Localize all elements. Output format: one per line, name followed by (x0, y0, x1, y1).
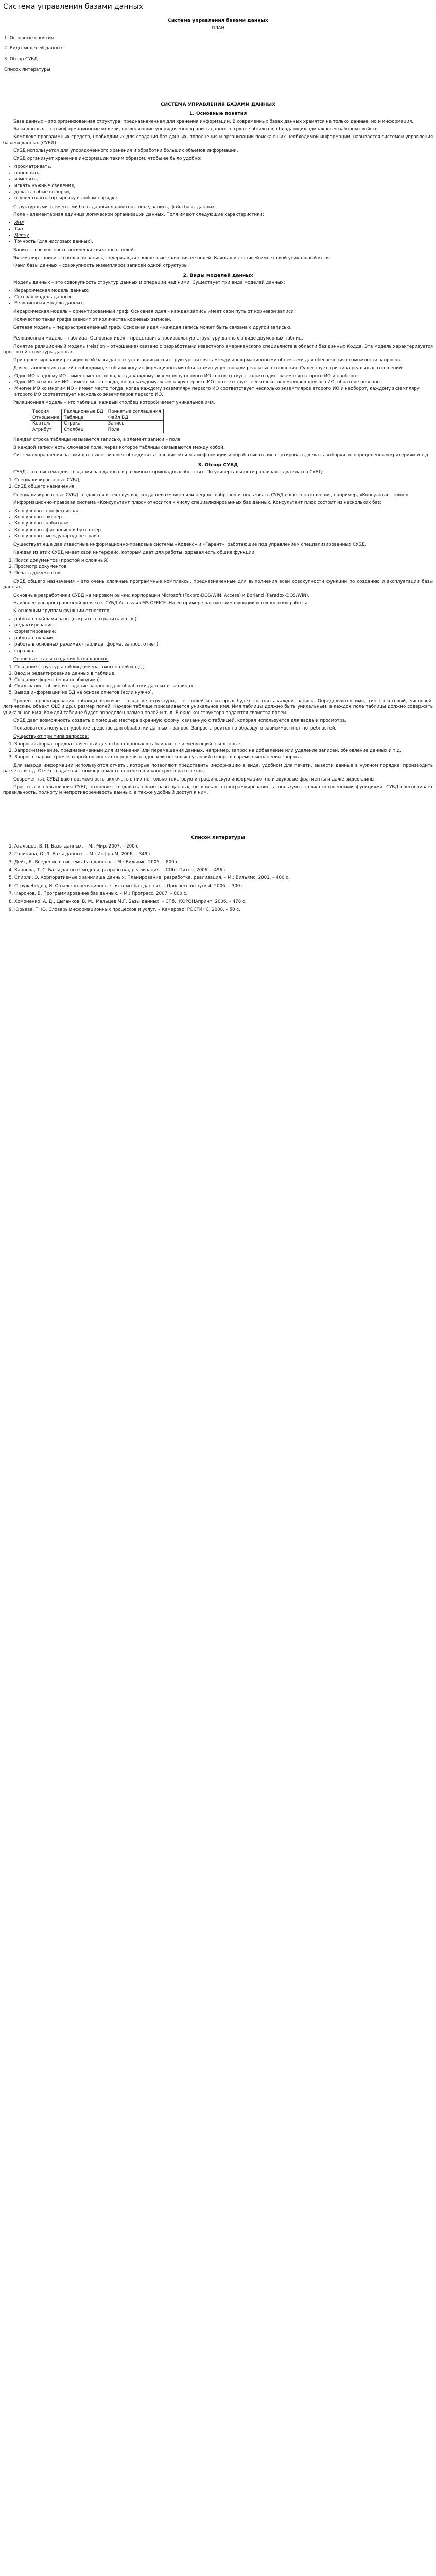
list-item: 3. Запрос с параметром, который позволяет определить одно или несколько условий отбора во время выполнения запроса. (14, 755, 433, 760)
list-item: 3. Создание формы (если необходимо). (14, 677, 433, 683)
list-item: • просматривать, (14, 164, 433, 170)
list-item: • работа с файлами базы (открыть, сохранить и т. д.); (14, 617, 433, 622)
paragraph: СУБД дает возможность создать с помощью мастера экранную форму, связанную с таблицей, которая используется для ввода и просмотра. (13, 718, 346, 723)
section-heading-1: 1. Основные понятия (189, 111, 247, 117)
paragraph: Каждая строка таблицы называется записью, а элемент записи – поле. (13, 437, 182, 443)
list-item: 2. Ввод и редактирование данных в таблице. (14, 671, 433, 677)
list-item: 5. Вывод информации из БД на основе отчетов (если нужно). (14, 690, 433, 696)
list-item: 2. Просмотр документов (14, 564, 433, 570)
query-types-list (3, 742, 433, 760)
list-item: 1. Создание структуры таблиц (имена, типы полей и т.д.). (14, 665, 433, 670)
table-row (30, 421, 164, 427)
list-item: • форматирование; (14, 629, 433, 635)
table-cell: Запись (106, 421, 163, 427)
table-row (30, 409, 164, 415)
paragraph: СУБД организует хранение информации таким образом, чтобы ее было удобно: (13, 156, 202, 162)
list-item: • искать нужные сведения, (14, 183, 433, 189)
paragraph: Для установления связей необходимо, чтобы между информационными объектами существовали реальные отношения. Существует три типа реальных отношений: (13, 365, 404, 371)
list-item: • Один ИО к одному ИО – имеет место тогда, когда каждому экземпляру первого ИО соответствует только один экземпляр второго ИО и наоборот. (14, 374, 433, 379)
list-item: • Один ИО ко многим ИО – имеет место тогда, когда каждому экземпляру первого ИО соответствует несколько экземпляров другого ИО, обратное неверно. (14, 380, 433, 385)
paragraph: Процесс проектирования таблицы включает создание структуры, т.е. полей из которых будет состоять каждая запись. Определяются имя, тип (текстовый, числовой, логический, объект OLE и др.), размер полей. Каждой таблице присваивается уникальное имя. Имя таблицы должно быть уникальным, а каждое поле таблицы должно содержать уникальное имя. Каждой таблице будет определён размер полей и т. д. В окне конструктора задаются свойства полей. (3, 698, 433, 716)
paragraph: Комплекс программных средств, необходимых для создания баз данных, пополнения и организации поиска в них необходимой информации, называется системой управления базами данных (СУБД). (3, 134, 433, 146)
table-cell: Файл БД (106, 415, 163, 421)
model-types-list (3, 288, 433, 307)
section-heading-2: 2. Виды моделей данных (183, 272, 253, 278)
paragraph: Каждая из этих СУБД имеет свой интерфейс, который дает для работы, здравая есть общие функции: (13, 550, 256, 555)
paragraph: Понятие реляционный модель (relation – отношение) связано с разработками известного американского специалиста в области баз данных Кодда. Эта модель характеризуется простотой структуры данных. (3, 344, 433, 355)
paragraph: Количество такая графа зависит от количества корневых записей. (13, 317, 171, 323)
table-row (30, 415, 164, 421)
plan-subheading: ПЛАН (211, 25, 225, 31)
reference-item: 5. Спирли, Э. Корпоративные хранилища данных. Планирование, разработка, реализация. – М.: Вильямс, 2001. – 400 с. (14, 875, 433, 881)
reference-item: 3. Дейт, К. Введение в системы баз данных. – М.: Вильямс, 2005. – 800 с. (14, 860, 433, 866)
list-item: • Консультант арбитраж (14, 521, 433, 527)
list-item: 2. Запрос-изменение, предназначенный для изменения или перемещения данных, например, запрос на добавление или удаление записей, обновление данных и т.д. (14, 748, 433, 754)
list-item: ▪ Имя (14, 220, 433, 226)
paragraph: Простота использования СУБД позволяет создавать новые базы данных, не вникая в программирование, а пользуясь только встроенными функциями. СУБД обеспечивает правильность, полноту и непротиворечивость данных, а также удобный доступ к ним. (3, 785, 433, 796)
paragraph: Современные СУБД дают возможность включать в них не только текстовую и графическую информацию, но и звуковые фрагменты и даже видеоклипы. (13, 776, 376, 782)
list-item: 3. Печать документов. (14, 571, 433, 577)
list-item: • Реляционная модель данных. (14, 301, 433, 307)
paragraph: Модель данных – это совокупность структур данных и операций над ними. Существует три вида моделей данных: (13, 280, 285, 285)
paragraph: База данных – это организованная структура, предназначенная для хранения информации. В современных базах данных хранятся не только данные, но и информация. (13, 118, 413, 124)
paragraph: Пользователь получает удобное средство для обработки данных – запрос. Запрос строится по образцу, в зависимости от потребностей. (13, 726, 337, 732)
plan-sources: Список литературы (4, 66, 50, 72)
paragraph: Запись – совокупность логически связанных полей. (13, 247, 135, 253)
list-item: 1. Специализированные СУБД; (14, 478, 433, 483)
paragraph: В каждой записи есть ключевое поле, через которое таблицы связываются между собой. (13, 445, 225, 451)
list-item: • Консультант международное право. (14, 534, 433, 539)
list-item: • Консультант финансист и бухгалтер (14, 528, 433, 533)
list-item: • осуществлять сортировку в любом порядке. (14, 196, 433, 201)
dbms-classes-list (3, 478, 433, 490)
list-item: ▪ Тип (14, 227, 433, 232)
reference-item: 6. Стружебедов, И. Объектно-реляционные системы баз данных. – Прогресс-выпуск 4, 2006. – 300 с. (14, 884, 433, 889)
paragraph: К основным группам функций относятся: (13, 608, 111, 614)
table-cell: Кортеж (30, 421, 62, 427)
list-item: • справка. (14, 649, 433, 654)
list-item: • Иерархическая модель данных; (14, 288, 433, 294)
terminology-table (30, 409, 164, 433)
list-item: • делать любые выборки, (14, 190, 433, 195)
list-item: 1. Поиск документов (простой и сложный) (14, 558, 433, 564)
list-item: • Многие ИО ко многим ИО – имеет место тогда, когда каждому экземпляру первого ИО соответствует несколько экземпляров второго ИО и наоборот, каждому экземпляру второго ИО соответствует несколько экземпляров первого ИО. (14, 386, 433, 398)
list-item: • Консультант профессионал (14, 509, 433, 514)
table-cell: Таблица (62, 415, 106, 421)
references-heading: Список литературы (191, 834, 245, 840)
paragraph: Реляционная модель – это таблица, каждый столбец которой имеет уникальное имя. (13, 400, 215, 406)
paragraph: Существует еще две известные информационно-правовые системы «Кодекс» и «Гарант», работающие под управлением специализированных СУБД. (13, 542, 367, 548)
plan-item: 1. Основные понятия (4, 35, 54, 41)
list-item: 4. Связывание таблиц и создание запросов для обработки данных в таблицах. (14, 684, 433, 689)
section-heading-3: 3. Обзор СУБД (198, 462, 238, 468)
main-heading: СИСТЕМА УПРАВЛЕНИЯ БАЗАМИ ДАННЫХ (160, 101, 276, 108)
list-item: ▪ Точность (для числовых данных). (14, 239, 433, 245)
paragraph: СУБД общего назначения – это очень сложные программные комплексы, предназначенные для выполнения всей совокупности функций по созданию и эксплуатации базы данных. (3, 579, 433, 590)
paragraph: Файл базы данных – совокупность экземпляров записей одной структуры. (13, 263, 189, 269)
consultant-bases-list (3, 509, 433, 540)
table-cell: Поле (106, 427, 163, 433)
paragraph: Наиболее распространенной является СУБД Access из MS OFFICE. На ее примере рассмотрим функции и технологию работы. (13, 601, 308, 606)
paragraph: Поле – элементарная единица логической организации данных. Поля имеют следующие характеристики: (13, 212, 264, 218)
field-properties-list (3, 220, 433, 245)
reference-item: 4. Карпова, Т. С. Базы данных: модели, разработка, реализация. – СПб.: Питер, 2006. – 496 с. (14, 868, 433, 873)
paragraph: Сетевая модель – перераспределенный граф. Основная идея – каждая запись может быть связана с другой записью. (13, 325, 292, 331)
creation-steps-list (3, 665, 433, 696)
paragraph: Система управления базами данных позволяет объединять большие объемы информации и обрабатывать их, сортировать, делать выборки по определенным критериям и т.д. (13, 453, 430, 459)
paragraph: Основные этапы создания базы данных: (13, 656, 109, 662)
reference-item: 7. Фаронов, В. Программирование баз данных. – М.: Прогресс, 2007. – 800 с. (14, 891, 433, 897)
relation-types-list (3, 374, 433, 398)
list-item: • Сетевая модель данных; (14, 295, 433, 300)
table-cell: Атрибут (30, 427, 62, 433)
paragraph: Специализированные СУБД создаются в тех случаях, когда невозможно или нецелесообразно использовать СУБД общего назначения, например, «Консультант плюс». (13, 492, 410, 498)
table-cell: Отношение (30, 415, 62, 421)
reference-item: 1. Агальцов, В. П. Базы данных. – М.: Мир, 2007. – 200 с. (14, 844, 433, 850)
paragraph: СУБД – это система для создания баз данных в различных прикладных областях. По универсальности различают два класса СУБД: (13, 469, 324, 475)
table-cell: Принятые соглашения (106, 409, 163, 415)
plan-heading: Система управления базами данных (168, 18, 268, 24)
page-title: Система управления базами данных (3, 2, 433, 14)
reference-item: 8. Хомоненко, А. Д., Цыганков, В. М., Мальцев М.Г. Базы данных. – СПб.: КОРОНАпринт, 2006. – 478 с. (14, 899, 433, 905)
list-item: • изменять, (14, 177, 433, 182)
paragraph: При проектировании реляционной базы данных устанавливается структурная связь между информационными объектами для обеспечения возможности запросов. (13, 358, 402, 363)
table-cell: Столбец (62, 427, 106, 433)
function-groups-list (3, 617, 433, 654)
paragraph: СУБД используется для упорядоченного хранения и обработки больших объемов информации. (13, 148, 238, 154)
list-item: • работа в основных режимах (таблица, форма, запрос, отчет); (14, 642, 433, 648)
list-item: 2. СУБД общего назначения. (14, 484, 433, 490)
paragraph: Для вывода информации используются отчеты, которые позволяют представить информацию в виде, удобном для печати, вывести данные в нужном порядке, производить расчеты и т.д. Отчет создается с помощью мастера отчетов и конструктора отчетов. (3, 763, 433, 774)
paragraph: Реляционная модель – таблица. Основная идея – представить произвольную структуру данных в виде двумерных таблиц. (13, 336, 303, 342)
paragraph: Основные разработчики СУБД на мировом рынке: корпорации Microsoft (Foxpro-DOS/WIN, Access) и Borland (Paradox-DOS/WIN). (13, 592, 310, 598)
list-item: • работа с окнами; (14, 636, 433, 641)
reference-item: 9. Юрьева, Т. Ю. Словарь информационных процессов и услуг. – Кемерово: РОСТИНС, 2008. – 50 с. (14, 907, 433, 913)
list-item: • пополнять, (14, 171, 433, 176)
list-item: • редактирование; (14, 623, 433, 629)
plan-list (3, 36, 433, 62)
table-cell: Теория (30, 409, 62, 415)
bullet-list (3, 164, 433, 202)
table-cell: Строка (62, 421, 106, 427)
plan-item: 2. Виды моделей данных (4, 46, 63, 52)
paragraph: Экземпляр записи – отдельная запись, содержащая конкретные значения ее полей. Каждая из записей имеет свой уникальный ключ. (13, 256, 332, 261)
paragraph: Иерархическая модель – ориентированный граф. Основная идея – каждая запись имеет свой путь от корневой записи. (13, 309, 295, 315)
paragraph: Структурными элементами базы данных являются – поле, запись, файл базы данных. (13, 204, 216, 210)
plan-item: 3. Обзор СУБД (4, 56, 38, 62)
paragraph: Базы данных – это информационные модели, позволяющие упорядоченно хранить данные о группе объектов, обладающих одинаковым набором свойств. (13, 126, 379, 132)
common-functions-list (3, 558, 433, 577)
paragraph: Информационно-правовая система «Консультант плюс» относится к числу специализированных баз данных. Консультант плюс состоит из нескольких баз: (13, 500, 382, 506)
list-item: 1. Запрос-выборка, предназначенный для отбора данных в таблицах, не изменяющий эти данные. (14, 742, 433, 748)
reference-item: 2. Голицина, О. Л. Базы данных. – М.: Инфра-М, 2006. – 349 с. (14, 852, 433, 857)
list-item: • Консультант эксперт (14, 515, 433, 520)
table-row (30, 427, 164, 433)
paragraph: Существуют три типа запросов: (13, 734, 89, 739)
references-list (3, 844, 433, 913)
table-cell: Реляционные БД (62, 409, 106, 415)
document-page (0, 0, 436, 920)
list-item: ▪ Длину (14, 233, 433, 239)
